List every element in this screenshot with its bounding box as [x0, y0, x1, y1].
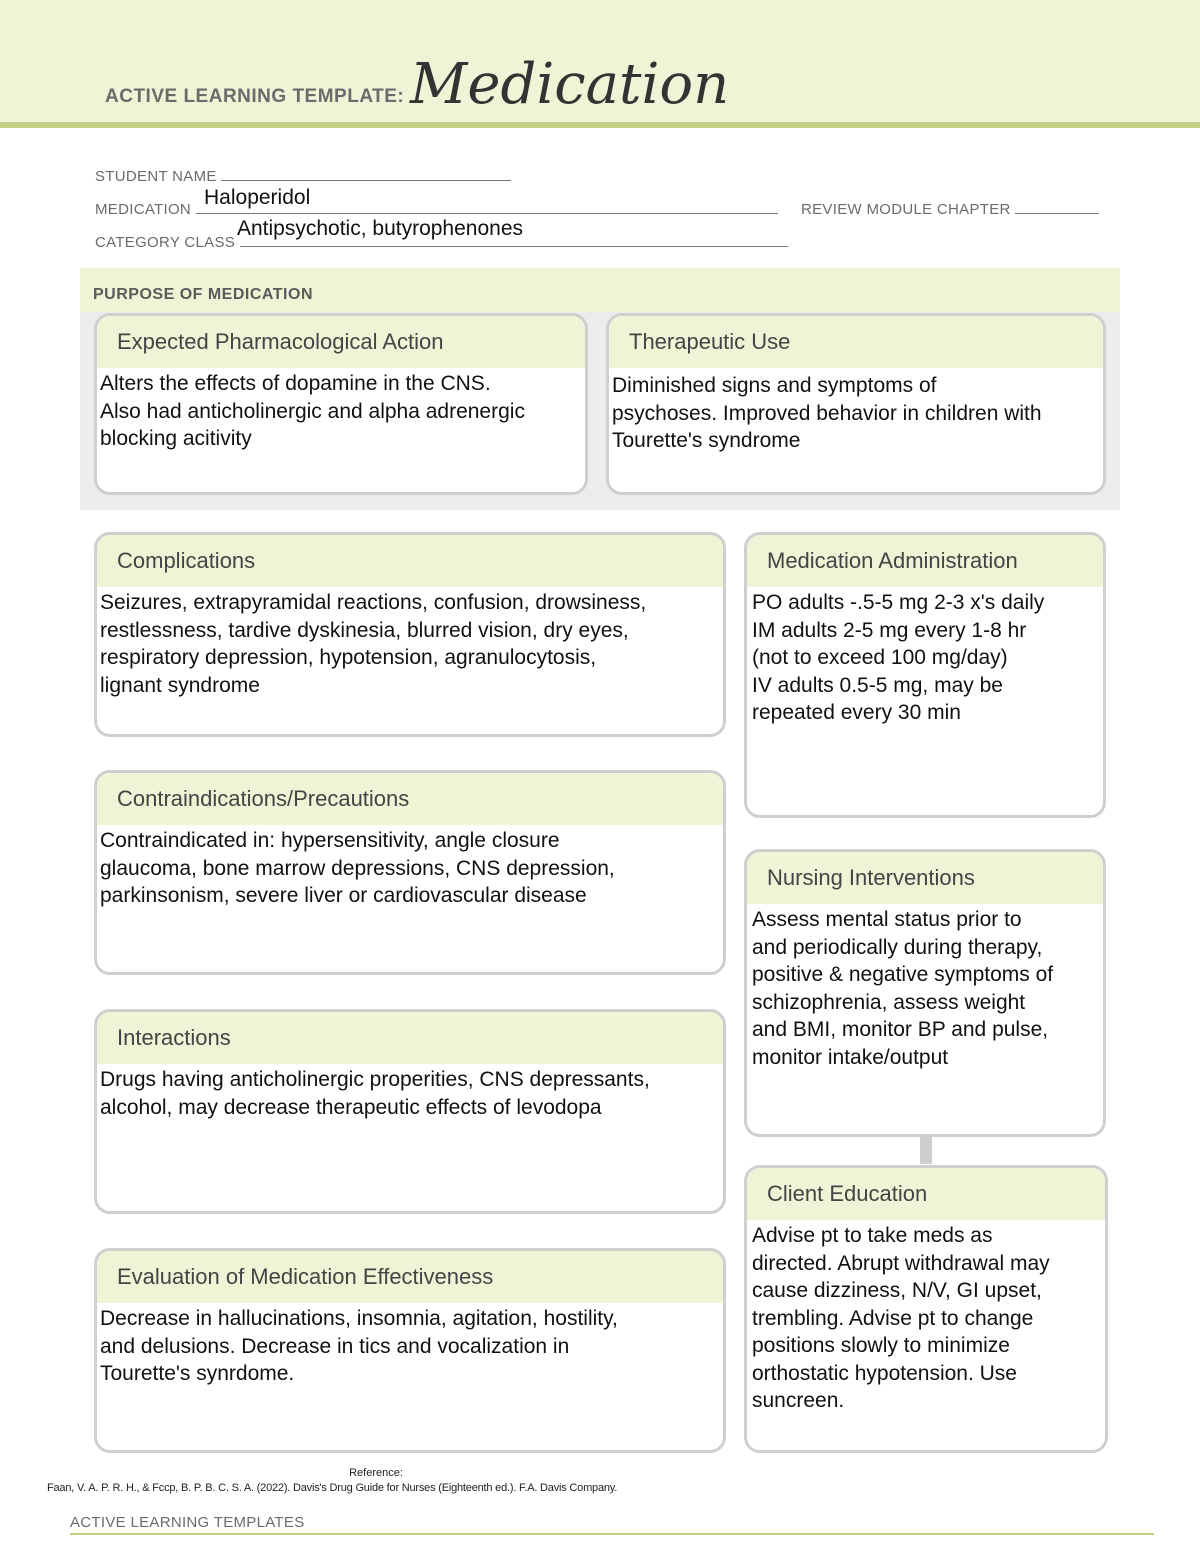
evaluation-title: Evaluation of Medication Effectiveness [97, 1251, 723, 1303]
connector-bar [920, 1136, 932, 1164]
category-class-value: Antipsychotic, butyrophenones [237, 217, 524, 240]
expected-action-body[interactable]: Alters the effects of dopamine in the CNS. Also had anticholinergic and alpha adrenergic blocking acitivity [100, 372, 525, 450]
complications-card [94, 532, 726, 737]
evaluation-body[interactable]: Decrease in hallucinations, insomnia, agitation, hostility, and delusions. Decrease in tics and vocalization in Tourette's synrdome. [100, 1307, 618, 1385]
nursing-interventions-title: Nursing Interventions [747, 852, 1103, 904]
nursing-interventions-card [744, 849, 1106, 1137]
student-name-field[interactable] [95, 166, 511, 185]
header-rule [0, 122, 1200, 128]
contraindications-title: Contraindications/Precautions [97, 773, 723, 825]
therapeutic-use-body[interactable]: Diminished signs and symptoms of psychoses. Improved behavior in children with Tourette's syndrome [612, 374, 1042, 452]
purpose-title: PURPOSE OF MEDICATION [93, 286, 313, 303]
medication-value: Haloperidol [204, 186, 311, 209]
interactions-card [94, 1009, 726, 1214]
nursing-interventions-body[interactable]: Assess mental status prior to and periodically during therapy, positive & negative symptoms of schizophrenia, assess weight and BMI, monitor BP and pulse, monitor intake/output [752, 908, 1054, 1069]
contraindications-card [94, 770, 726, 975]
complications-body[interactable]: Seizures, extrapyramidal reactions, confusion, drowsiness, restlessness, tardive dyskinesia, blurred vision, dry eyes, respiratory depression, hypotension, agranulocytosis, lignant syndrome [100, 591, 647, 697]
medication-administration-body[interactable]: PO adults -.5-5 mg 2-3 x's daily IM adults 2-5 mg every 1-8 hr (not to exceed 100 mg/day) IV adults 0.5-5 mg, may be repeated every 30 min [752, 591, 1045, 724]
client-education-body[interactable]: Advise pt to take meds as directed. Abrupt withdrawal may cause dizziness, N/V, GI upset, trembling. Advise pt to change positions slowly to minimize orthostatic hypotension. Use suncreen. [752, 1224, 1050, 1412]
therapeutic-use-card [606, 313, 1106, 495]
review-module-field[interactable] [801, 199, 1099, 218]
review-module-line [1015, 199, 1099, 214]
medication-administration-title: Medication Administration [747, 535, 1103, 587]
reference-label: Reference: [349, 1467, 403, 1479]
expected-action-title: Expected Pharmacological Action [97, 316, 585, 368]
client-education-card [744, 1165, 1108, 1453]
student-name-label: STUDENT NAME [95, 168, 217, 185]
footer-label: ACTIVE LEARNING TEMPLATES [70, 1514, 305, 1531]
footer-rule [70, 1533, 1154, 1535]
category-class-label: CATEGORY CLASS [95, 234, 236, 251]
interactions-body[interactable]: Drugs having anticholinergic properities, CNS depressants, alcohol, may decrease therapeutic effects of levodopa [100, 1068, 650, 1119]
template-label: ACTIVE LEARNING TEMPLATE: [105, 86, 405, 107]
medication-field[interactable] [95, 199, 778, 218]
complications-title: Complications [97, 535, 723, 587]
expected-action-card [94, 313, 588, 495]
interactions-title: Interactions [97, 1012, 723, 1064]
review-module-label: REVIEW MODULE CHAPTER [801, 201, 1011, 218]
medication-label: MEDICATION [95, 201, 192, 218]
contraindications-body[interactable]: Contraindicated in: hypersensitivity, angle closure glaucoma, bone marrow depressions, CNS depression, parkinsonism, severe liver or cardiovascular disease [100, 829, 615, 907]
page-title: Medication [410, 52, 730, 117]
evaluation-card [94, 1248, 726, 1453]
medication-administration-card [744, 532, 1106, 818]
reference-citation: Faan, V. A. P. R. H., & Fccp, B. P. B. C. S. A. (2022). Davis's Drug Guide for Nurses (Eighteenth ed.). F.A. Davis Company. [47, 1482, 618, 1494]
client-education-title: Client Education [747, 1168, 1105, 1220]
therapeutic-use-title: Therapeutic Use [609, 316, 1103, 368]
student-name-line [221, 166, 511, 181]
